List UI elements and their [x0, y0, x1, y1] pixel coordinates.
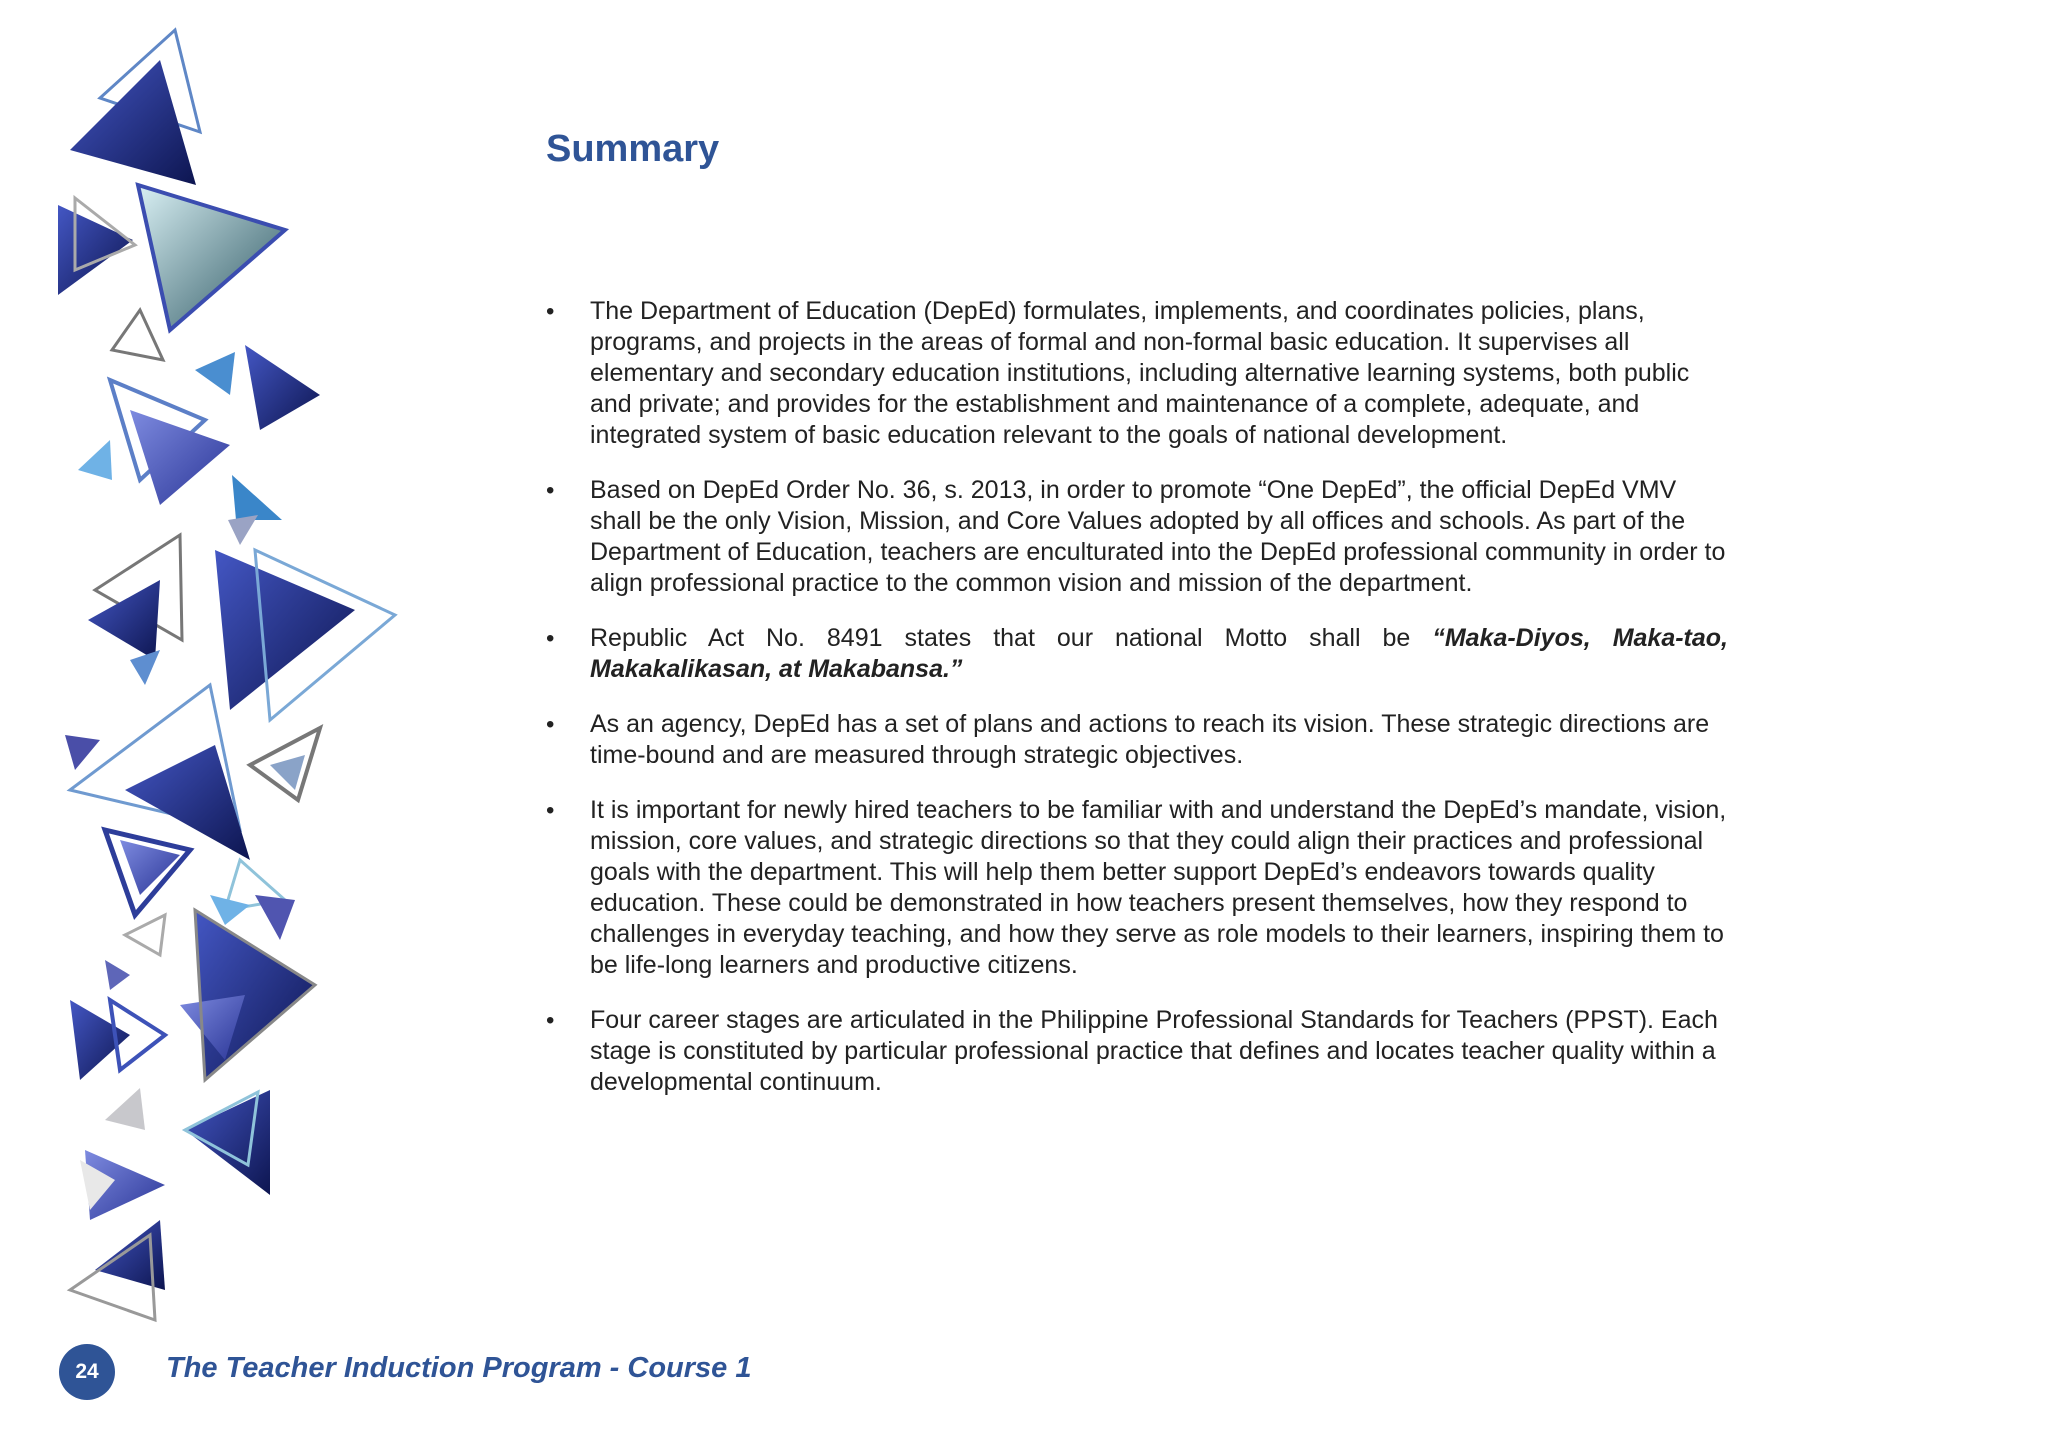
- bullet-icon: •: [546, 711, 555, 738]
- bullet-icon: •: [546, 625, 555, 652]
- summary-content: [546, 296, 1726, 1122]
- list-item: [546, 475, 1728, 599]
- list-item: [546, 1005, 1728, 1098]
- page-number: 24: [59, 1344, 115, 1400]
- bullet-icon: •: [546, 298, 555, 325]
- bullet-text: Republic Act No. 8491 states that our national Motto shall be: [590, 624, 1433, 652]
- bullet-text: Based on DepEd Order No. 36, s. 2013, in order to promote “One DepEd”, the official DepEd VMV shall be the only Vision, Mission, and Core Values adopted by all offices and schools. As part of the Department of Education, teachers are enculturated into the DepEd professional community in order to align professional practice to the common vision and mission of the department.: [590, 476, 1726, 597]
- bullet-text: As an agency, DepEd has a set of plans and actions to reach its vision. These strategic directions are time-bound and are measured through strategic objectives.: [590, 710, 1710, 769]
- bullet-text: The Department of Education (DepEd) formulates, implements, and coordinates policies, plans, programs, and projects in the areas of formal and non-formal basic education. It supervises all elementary and secondary education institutions, including alternative learning systems, both public and private; and provides for the establishment and maintenance of a complete, adequate, and integrated system of basic education relevant to the goals of national development.: [590, 297, 1690, 449]
- list-item: [546, 296, 1728, 451]
- bullet-icon: •: [546, 797, 555, 824]
- footer-course-title: The Teacher Induction Program - Course 1: [166, 1352, 752, 1384]
- page-title: Summary: [546, 128, 720, 170]
- bullet-icon: •: [546, 477, 555, 504]
- list-item: [546, 795, 1728, 981]
- bullet-icon: •: [546, 1007, 555, 1034]
- summary-list: [546, 296, 1726, 1098]
- triangle-pattern-icon: [0, 0, 420, 1448]
- bullet-text: It is important for newly hired teachers to be familiar with and understand the DepEd’s mandate, vision, mission, core values, and strategic directions so that they could align their practices and professional goals with the department. This will help them better support DepEd’s endeavors towards quality education. These could be demonstrated in how teachers present themselves, how they respond to challenges in everyday teaching, and how they serve as role models to their learners, inspiring them to be life-long learners and productive citizens.: [590, 796, 1727, 979]
- bullet-text: Four career stages are articulated in the Philippine Professional Standards for Teachers (PPST). Each stage is constituted by particular professional practice that defines and locates teacher quality within a developmental continuum.: [590, 1006, 1718, 1096]
- list-item: [546, 709, 1762, 771]
- list-item: [546, 623, 1728, 685]
- national-motto: “Maka-Diyos, Maka-tao, Makakalikasan, at Makabansa.”: [590, 624, 1728, 683]
